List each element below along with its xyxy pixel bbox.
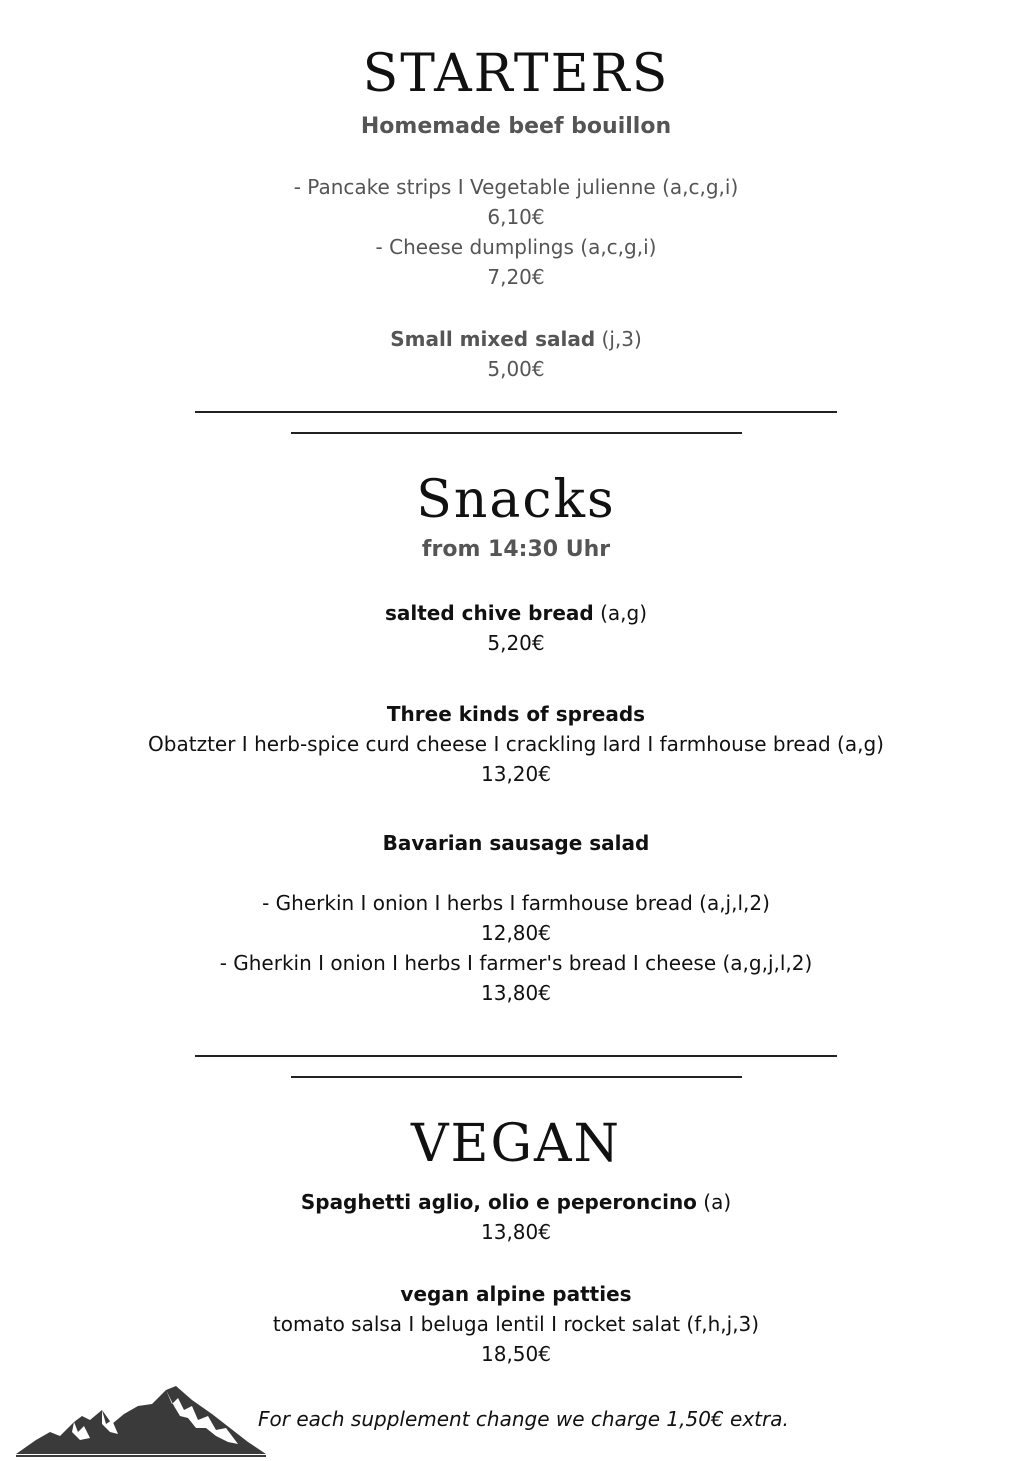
alpine-patties-name: vegan alpine patties	[400, 1282, 632, 1306]
spaghetti-allergens: (a)	[696, 1190, 732, 1214]
starters-heading: STARTERS	[362, 44, 670, 104]
bouillon-variant-2-name: - Cheese dumplings (a,c,g,i)	[375, 235, 657, 259]
divider-short	[291, 432, 742, 434]
bouillon-variant-1-price: 6,10€	[487, 205, 545, 229]
chive-bread-name: salted chive bread	[384, 601, 594, 625]
snacks-heading: Snacks	[416, 470, 616, 530]
chive-bread-price: 5,20€	[487, 631, 545, 655]
spaghetti-name: Spaghetti aglio, olio e peperoncino	[300, 1190, 697, 1214]
spaghetti-price: 13,80€	[481, 1220, 551, 1244]
sausage-salad-variant-1-price: 12,80€	[481, 921, 551, 945]
alpine-patties-description: tomato salsa I beluga lentil I rocket salat (f,h,j,3)	[272, 1312, 760, 1336]
mountain-range-icon	[16, 1384, 266, 1458]
sausage-salad-name: Bavarian sausage salad	[382, 831, 650, 855]
spaghetti-item	[0, 1187, 1032, 1217]
small-salad-allergens: (j,3)	[595, 327, 642, 351]
vegan-heading: VEGAN	[410, 1114, 622, 1174]
supplement-note: For each supplement change we charge 1,50€ extra.	[258, 1407, 789, 1431]
sausage-salad-variant-1-name: - Gherkin I onion I herbs I farmhouse bread (a,j,l,2)	[262, 891, 770, 915]
spreads-price: 13,20€	[481, 762, 551, 786]
spreads-description: Obatzter I herb-spice curd cheese I crackling lard I farmhouse bread (a,g)	[148, 732, 884, 756]
spreads-name: Three kinds of spreads	[386, 702, 646, 726]
alpine-patties-price: 18,50€	[481, 1342, 551, 1366]
bouillon-variant-2-price: 7,20€	[487, 265, 545, 289]
sausage-salad-variant-2-name: - Gherkin I onion I herbs I farmer's bread I cheese (a,g,j,l,2)	[219, 951, 813, 975]
beef-bouillon-title: Homemade beef bouillon	[360, 114, 672, 139]
divider-long	[195, 1055, 837, 1057]
bouillon-variant-1-name: - Pancake strips I Vegetable julienne (a,c,g,i)	[293, 175, 739, 199]
divider-short	[291, 1076, 742, 1078]
chive-bread-allergens: (a,g)	[593, 601, 647, 625]
chive-bread-item	[0, 598, 1032, 628]
small-salad-price: 5,00€	[487, 357, 545, 381]
sausage-salad-variant-2-price: 13,80€	[481, 981, 551, 1005]
snacks-subtitle: from 14:30 Uhr	[421, 537, 611, 562]
small-salad-item	[0, 324, 1032, 354]
divider-long	[195, 411, 837, 413]
small-salad-name: Small mixed salad	[390, 327, 596, 351]
